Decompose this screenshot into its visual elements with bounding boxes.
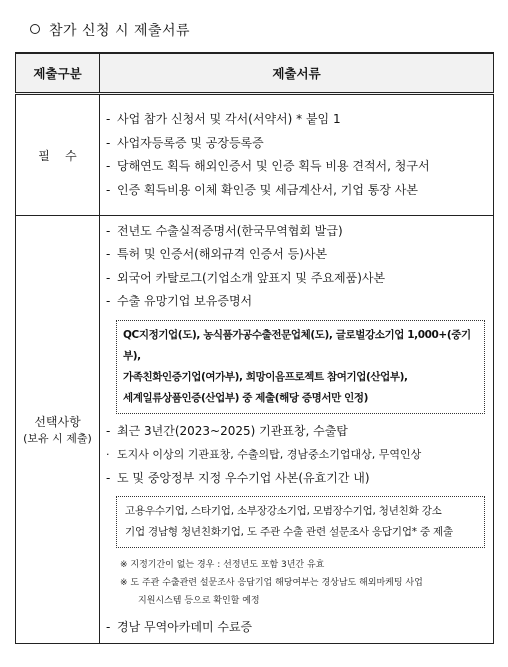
export-company-certifications-box: QC지정기업(도), 농식품가공수출전문업체(도), 글로벌강소기업 1,000+(중기부), 가족친화인증기업(여가부), 희망이음프로젝트 참여기업(산업부), 세계일류상품인증(산업부) 중 제출(해당 증명서만 인정) bbox=[116, 320, 485, 414]
required-documents bbox=[100, 94, 494, 216]
optional-row bbox=[16, 216, 494, 644]
list-item: · 도지사 이상의 기관표창, 수출의탑, 경남중소기업대상, 무역인상 bbox=[106, 448, 422, 461]
designated-companies-box: 고용우수기업, 스타기업, 소부장강소기업, 모범장수기업, 청년친화 강소 기업 경남형 청년친화기업, 도 주관 수출 관련 설문조사 응답기업* 중 제출 bbox=[116, 496, 485, 548]
optional-category: 선택사항 (보유 시 제출) bbox=[16, 216, 100, 644]
list-item: - 경남 무역아카데미 수료증 bbox=[106, 620, 253, 634]
list-item: - 사업자등록증 및 공장등록증 bbox=[106, 135, 264, 150]
header-documents: 제출서류 bbox=[100, 53, 494, 94]
header-category: 제출구분 bbox=[16, 53, 100, 94]
list-item: - 인증 획득비용 이체 확인증 및 세금계산서, 기업 통장 사본 bbox=[106, 182, 418, 197]
submission-documents-table bbox=[15, 52, 494, 644]
section-title: 참가 신청 시 제출서류 bbox=[49, 23, 191, 39]
note: ※ 지정기간이 없는 경우 : 선정년도 포함 3년간 유효 bbox=[120, 560, 325, 570]
list-item: - 특허 및 인증서(해외규격 인증서 등)사본 bbox=[106, 247, 328, 261]
table-header-row bbox=[16, 53, 494, 94]
list-item: - 사업 참가 신청서 및 각서(서약서) * 붙임 1 bbox=[106, 112, 341, 126]
list-item: - 최근 3년간(2023~2025) 기관표창, 수출탑 bbox=[106, 423, 348, 438]
list-item: - 도 및 중앙정부 지정 우수기업 사본(유효기간 내) bbox=[106, 470, 370, 485]
list-item: - 당해연도 획득 해외인증서 및 인증 획득 비용 견적서, 청구서 bbox=[106, 159, 430, 173]
optional-documents bbox=[100, 216, 494, 644]
list-item: - 전년도 수출실적증명서(한국무역협회 발급) bbox=[106, 223, 343, 238]
circle-bullet-icon bbox=[30, 24, 40, 34]
list-item: - 수출 유망기업 보유증명서 bbox=[106, 294, 253, 308]
section-heading bbox=[30, 20, 190, 40]
note: ※ 도 주관 수출관련 설문조사 응답기업 해당여부는 경상남도 해외마케팅 사업 bbox=[120, 578, 423, 588]
required-row bbox=[16, 94, 494, 216]
required-category: 필 수 bbox=[16, 94, 100, 216]
list-item: - 외국어 카탈로그(기업소개 앞표지 및 주요제품)사본 bbox=[106, 270, 386, 285]
note: 지원시스템 등으로 확인할 예정 bbox=[138, 596, 260, 606]
